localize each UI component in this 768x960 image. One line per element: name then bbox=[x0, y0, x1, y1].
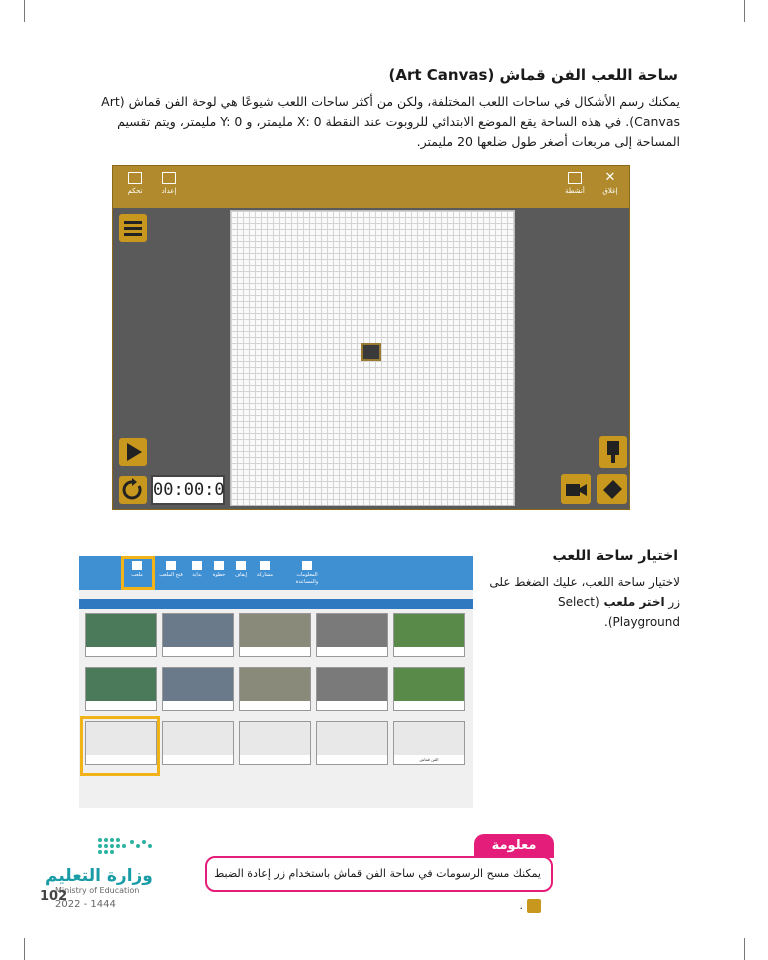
close-label: إغلاق bbox=[602, 187, 618, 195]
tile-caption bbox=[240, 755, 310, 764]
art-canvas-screenshot bbox=[112, 165, 630, 510]
playground-tile[interactable] bbox=[316, 667, 388, 711]
timer-display: 00:00:0 bbox=[151, 475, 225, 505]
crop-mark bbox=[24, 0, 25, 22]
close-icon: ✕ bbox=[604, 170, 616, 185]
reset-button[interactable] bbox=[119, 476, 147, 504]
playground-list-header bbox=[79, 599, 473, 609]
select-playground-text bbox=[480, 572, 680, 632]
section-paragraph: يمكنك رسم الأشكال في ساحات اللعب المختلفة، ولكن من أكثر ساحات اللعب شيوعًا هي لوحة الفن قماش (Art Canvas). في هذه الساحة يقع الموضع الابتدائي للروبوت عند النقطة X: 0 مليمتر، و Y: 0 مليمتر، ويتم تقسيم المساحة إلى مربعات أصغر طول ضلعها 20 مليمتر. bbox=[101, 94, 680, 149]
ministry-name-arabic: وزارة التعليم bbox=[45, 866, 153, 886]
playground-tile[interactable] bbox=[239, 721, 311, 765]
app-toolbar bbox=[113, 166, 629, 208]
settings-button[interactable] bbox=[153, 172, 185, 196]
step-icon bbox=[214, 561, 224, 570]
settings-label: إعداد bbox=[161, 187, 177, 195]
playground-tile[interactable] bbox=[162, 721, 234, 765]
toolbar-label: إيقاف bbox=[234, 572, 248, 578]
toolbar-label: بداية bbox=[192, 572, 202, 578]
tile-caption bbox=[240, 647, 310, 656]
ministry-name-english: Ministry of Education bbox=[55, 886, 140, 895]
info-help-button[interactable] bbox=[285, 561, 329, 586]
stop-icon bbox=[236, 561, 246, 570]
playground-tile[interactable] bbox=[239, 613, 311, 657]
camera-button[interactable] bbox=[561, 474, 591, 504]
highlight-art-canvas-tile bbox=[80, 716, 160, 776]
toolbar-label: فتح الملعب bbox=[159, 572, 183, 578]
ministry-logo-icon bbox=[96, 832, 154, 860]
playground-tile[interactable] bbox=[393, 667, 465, 711]
section-title: ساحة اللعب الفن قماش (Art Canvas) bbox=[388, 66, 678, 84]
camera-view-button[interactable] bbox=[599, 436, 627, 468]
playground-tile[interactable] bbox=[239, 667, 311, 711]
eraser-icon bbox=[597, 474, 627, 504]
toolbar-label: مشاركة bbox=[256, 572, 274, 578]
tile-caption bbox=[240, 701, 310, 710]
drawing-canvas[interactable] bbox=[230, 210, 515, 506]
tile-caption bbox=[163, 647, 233, 656]
control-label: تحكم bbox=[127, 187, 143, 195]
checkbox-icon bbox=[568, 172, 582, 184]
playground-tile[interactable] bbox=[85, 613, 157, 657]
tile-caption bbox=[86, 647, 156, 656]
play-icon bbox=[119, 438, 147, 466]
activities-button[interactable] bbox=[559, 172, 591, 196]
page-number: 102 bbox=[40, 889, 68, 904]
info-tab: معلومة bbox=[474, 834, 554, 858]
info-box: يمكنك مسح الرسومات في ساحة الفن قماش باستخدام زر إعادة الضبط . bbox=[205, 856, 553, 892]
settings-icon bbox=[162, 172, 176, 184]
video-camera-icon bbox=[561, 474, 591, 504]
playground-tile[interactable] bbox=[316, 613, 388, 657]
playground-tile[interactable] bbox=[162, 667, 234, 711]
play-icon bbox=[192, 561, 202, 570]
robot-icon bbox=[361, 343, 381, 361]
playground-tile[interactable] bbox=[85, 667, 157, 711]
tile-caption bbox=[317, 647, 387, 656]
open-playground-button[interactable] bbox=[157, 561, 185, 579]
tile-caption bbox=[163, 701, 233, 710]
playground-tile[interactable] bbox=[162, 613, 234, 657]
tile-caption: الفن قماش bbox=[394, 755, 464, 764]
toolbar-label: ملعب bbox=[131, 572, 143, 578]
info-icon bbox=[302, 561, 312, 570]
close-button[interactable] bbox=[594, 172, 626, 196]
activities-label: أنشطة bbox=[565, 187, 585, 195]
playground-tile[interactable] bbox=[393, 613, 465, 657]
reset-icon bbox=[119, 476, 147, 504]
crop-mark bbox=[24, 938, 25, 960]
tile-caption bbox=[394, 647, 464, 656]
tile-caption bbox=[317, 701, 387, 710]
select-playground-title: اختيار ساحة اللعب bbox=[552, 548, 678, 564]
window-icon bbox=[128, 172, 142, 184]
playground-screenshot bbox=[79, 556, 473, 808]
toolbar-label: المعلومات والمساعدة bbox=[295, 572, 319, 585]
info-text: يمكنك مسح الرسومات في ساحة الفن قماش باستخدام زر إعادة الضبط bbox=[214, 867, 541, 880]
eraser-button[interactable] bbox=[597, 474, 627, 504]
robot-view-icon bbox=[599, 436, 627, 468]
crop-mark bbox=[744, 938, 745, 960]
reset-icon bbox=[527, 899, 541, 913]
share-button[interactable] bbox=[251, 561, 279, 579]
highlight-select-playground bbox=[121, 556, 155, 590]
year-label: 2022 - 1444 bbox=[55, 899, 116, 910]
control-button[interactable] bbox=[119, 172, 151, 196]
toolbar-label: خطوة bbox=[212, 572, 226, 578]
tile-caption bbox=[317, 755, 387, 764]
folder-icon bbox=[166, 561, 176, 570]
body-prefix: لاختيار ساحة اللعب، عليك الضغط على زر bbox=[489, 575, 680, 609]
play-button[interactable] bbox=[119, 438, 147, 466]
hamburger-icon bbox=[119, 214, 147, 242]
tile-caption bbox=[86, 701, 156, 710]
tile-caption bbox=[394, 701, 464, 710]
tile-caption bbox=[163, 755, 233, 764]
crop-mark bbox=[744, 0, 745, 22]
playground-tile[interactable] bbox=[316, 721, 388, 765]
share-icon bbox=[260, 561, 270, 570]
body-suffix: (Select Playground). bbox=[557, 595, 680, 629]
menu-button[interactable] bbox=[119, 214, 147, 242]
body-bold: اختر ملعب bbox=[603, 595, 665, 609]
playground-tile[interactable] bbox=[393, 721, 465, 765]
